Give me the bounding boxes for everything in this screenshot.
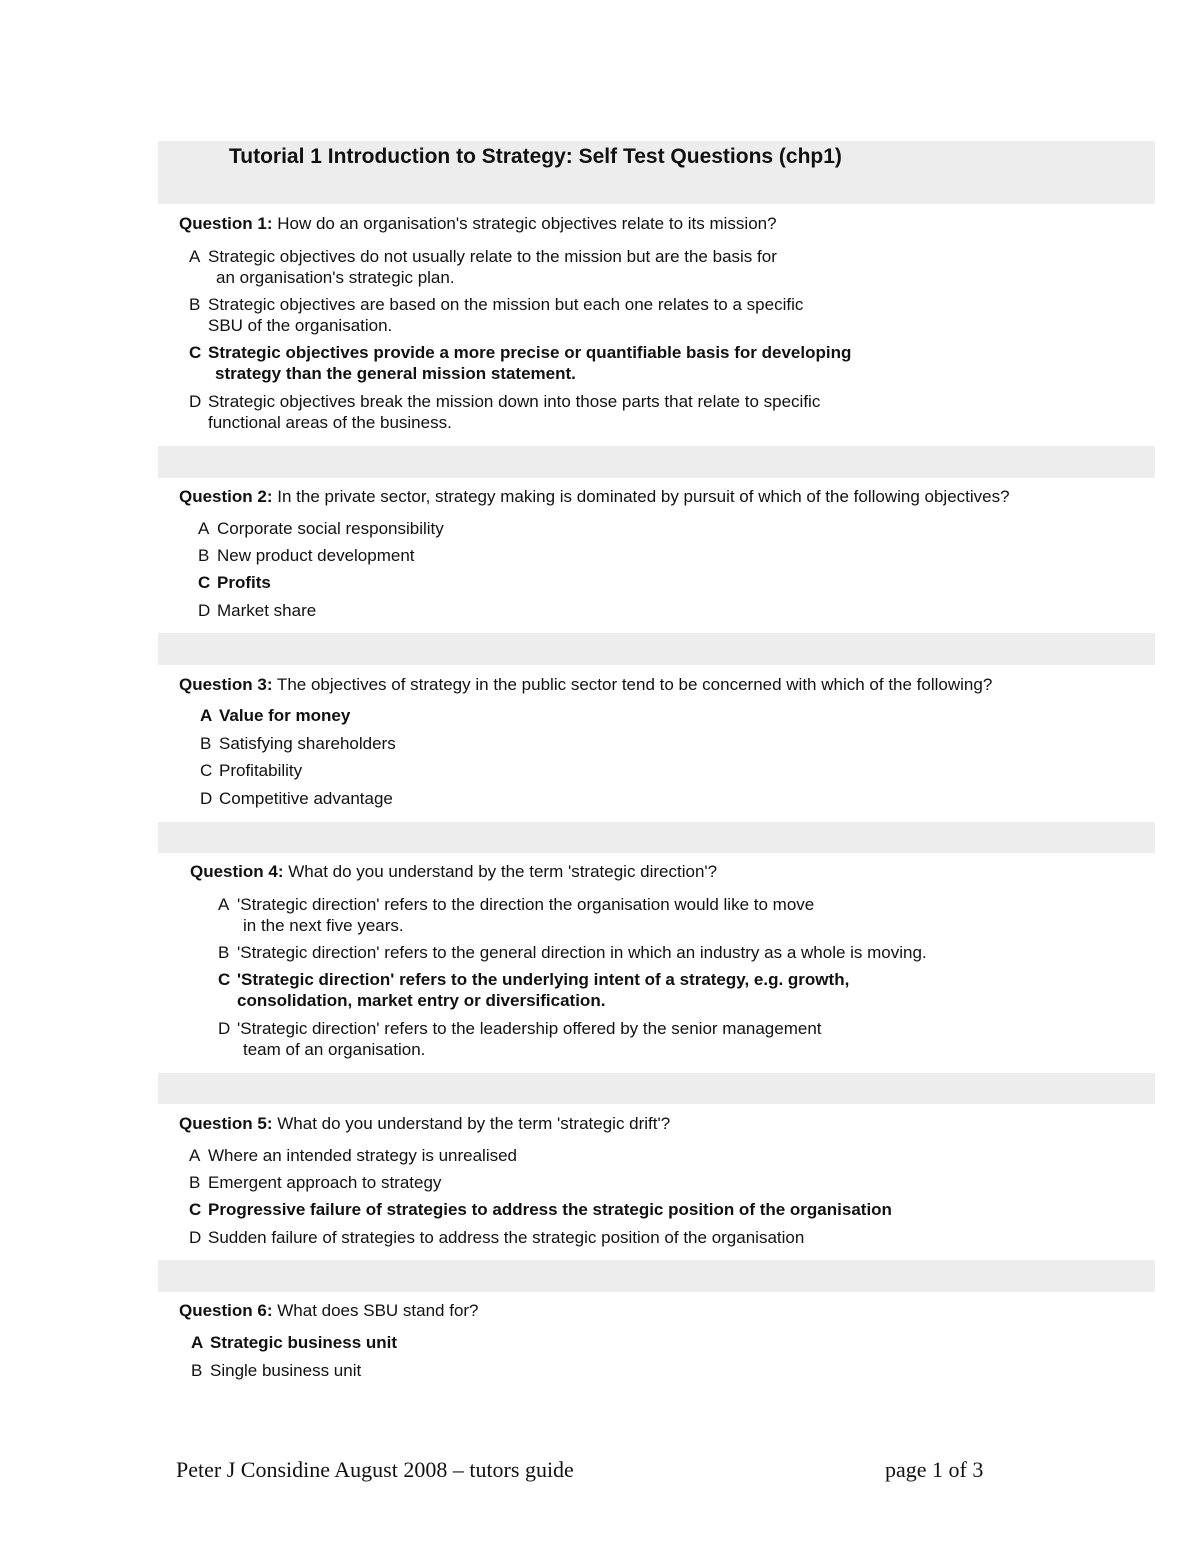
option-text-cont: strategy than the general mission statement.: [215, 364, 576, 383]
option-text-cont: an organisation's strategic plan.: [216, 268, 455, 287]
question-3-option-a: [200, 705, 350, 726]
question-6-option-a: [191, 1332, 397, 1353]
option-text: Value for money: [219, 706, 351, 725]
question-2: [179, 486, 1010, 508]
question-3-option-b: [200, 733, 396, 754]
option-letter: C: [189, 343, 202, 362]
question-4: [190, 861, 717, 883]
question-4-option-c: [218, 969, 849, 1011]
question-1-label: Question 1:: [179, 214, 273, 233]
separator-band: [158, 446, 1155, 478]
question-1-option-a: [189, 246, 777, 288]
question-3-option-d: [200, 788, 393, 809]
question-4-text: What do you understand by the term 'strategic direction'?: [283, 862, 718, 881]
option-letter: B: [191, 1361, 203, 1380]
question-5-option-d: [189, 1227, 804, 1248]
question-3-label: Question 3:: [179, 675, 273, 694]
page-number: page 1 of 3: [885, 1457, 984, 1482]
option-letter: B: [200, 734, 212, 753]
question-2-text: In the private sector, strategy making is dominated by pursuit of which of the following objectives?: [272, 487, 1010, 506]
question-3-option-c: [200, 760, 302, 781]
question-2-option-b: [198, 545, 415, 566]
option-letter: B: [189, 295, 201, 314]
option-text: New product development: [217, 546, 415, 565]
option-text-cont: consolidation, market entry or diversification.: [237, 991, 606, 1010]
question-1-text: How do an organisation's strategic objectives relate to its mission?: [272, 214, 777, 233]
option-text-cont: functional areas of the business.: [208, 413, 452, 432]
option-letter: D: [200, 789, 213, 808]
option-text: Satisfying shareholders: [219, 734, 396, 753]
option-text: Market share: [217, 601, 317, 620]
option-text: Profits: [217, 573, 271, 592]
option-letter: A: [189, 1146, 201, 1165]
question-6-option-b: [191, 1360, 361, 1381]
option-letter: B: [218, 943, 230, 962]
question-3: [179, 674, 992, 696]
question-1-option-b: [189, 294, 803, 336]
separator-band: [158, 1260, 1155, 1292]
question-1-option-c: [189, 342, 851, 384]
option-letter: B: [189, 1173, 201, 1192]
option-text: 'Strategic direction' refers to the direction the organisation would like to move: [237, 895, 815, 914]
option-text: Strategic objectives are based on the mission but each one relates to a specific: [208, 295, 804, 314]
question-2-option-a: [198, 518, 444, 539]
question-6-label: Question 6:: [179, 1301, 273, 1320]
option-text-cont: SBU of the organisation.: [208, 316, 393, 335]
question-2-label: Question 2:: [179, 487, 273, 506]
option-text: 'Strategic direction' refers to the leadership offered by the senior management: [237, 1019, 822, 1038]
option-text: Competitive advantage: [219, 789, 393, 808]
question-6-text: What does SBU stand for?: [272, 1301, 479, 1320]
option-letter: C: [200, 761, 213, 780]
question-3-text: The objectives of strategy in the public sector tend to be concerned with which of the following?: [272, 675, 993, 694]
option-text: Strategic objectives break the mission down into those parts that relate to specific: [208, 392, 821, 411]
option-letter: A: [218, 895, 230, 914]
option-letter: D: [198, 601, 211, 620]
separator-band: [158, 822, 1155, 853]
question-1: [179, 213, 777, 235]
option-text: Corporate social responsibility: [217, 519, 444, 538]
separator-band: [158, 1073, 1155, 1104]
option-text-cont: team of an organisation.: [243, 1040, 426, 1059]
question-5: [179, 1113, 670, 1135]
option-text: Sudden failure of strategies to address the strategic position of the organisation: [208, 1228, 805, 1247]
option-letter: D: [189, 392, 202, 411]
question-5-label: Question 5:: [179, 1114, 273, 1133]
option-letter: C: [218, 970, 231, 989]
question-2-option-d: [198, 600, 316, 621]
option-letter: A: [200, 706, 213, 725]
option-letter: A: [198, 519, 210, 538]
question-1-option-d: [189, 391, 820, 433]
page-title: Tutorial 1 Introduction to Strategy: Self Test Questions (chp1): [229, 145, 842, 168]
question-5-option-b: [189, 1172, 441, 1193]
option-letter: D: [189, 1228, 202, 1247]
option-text: 'Strategic direction' refers to the general direction in which an industry as a whole is moving.: [237, 943, 927, 962]
option-text: Strategic objectives provide a more precise or quantifiable basis for developing: [208, 343, 852, 362]
option-text: Profitability: [219, 761, 303, 780]
footer-author: Peter J Considine August 2008 – tutors guide: [176, 1457, 574, 1482]
question-5-option-a: [189, 1145, 517, 1166]
option-text: Strategic objectives do not usually relate to the mission but are the basis for: [208, 247, 777, 266]
option-text-cont: in the next five years.: [243, 916, 404, 935]
option-text: Emergent approach to strategy: [208, 1173, 442, 1192]
question-4-option-d: [218, 1018, 822, 1060]
option-letter: C: [198, 573, 211, 592]
question-4-option-b: [218, 942, 927, 963]
option-letter: A: [189, 247, 201, 266]
option-text: Single business unit: [210, 1361, 362, 1380]
question-2-option-c: [198, 572, 271, 593]
option-text: Strategic business unit: [210, 1333, 398, 1352]
question-5-option-c: [189, 1199, 892, 1220]
option-letter: D: [218, 1019, 231, 1038]
option-letter: C: [189, 1200, 202, 1219]
question-5-text: What do you understand by the term 'strategic drift'?: [272, 1114, 671, 1133]
question-4-option-a: [218, 894, 814, 936]
option-text: 'Strategic direction' refers to the underlying intent of a strategy, e.g. growth,: [237, 970, 850, 989]
separator-band: [158, 633, 1155, 665]
option-letter: B: [198, 546, 210, 565]
option-text: Progressive failure of strategies to address the strategic position of the organisation: [208, 1200, 892, 1219]
option-letter: A: [191, 1333, 204, 1352]
question-4-label: Question 4:: [190, 862, 284, 881]
option-text: Where an intended strategy is unrealised: [208, 1146, 518, 1165]
question-6: [179, 1300, 479, 1322]
